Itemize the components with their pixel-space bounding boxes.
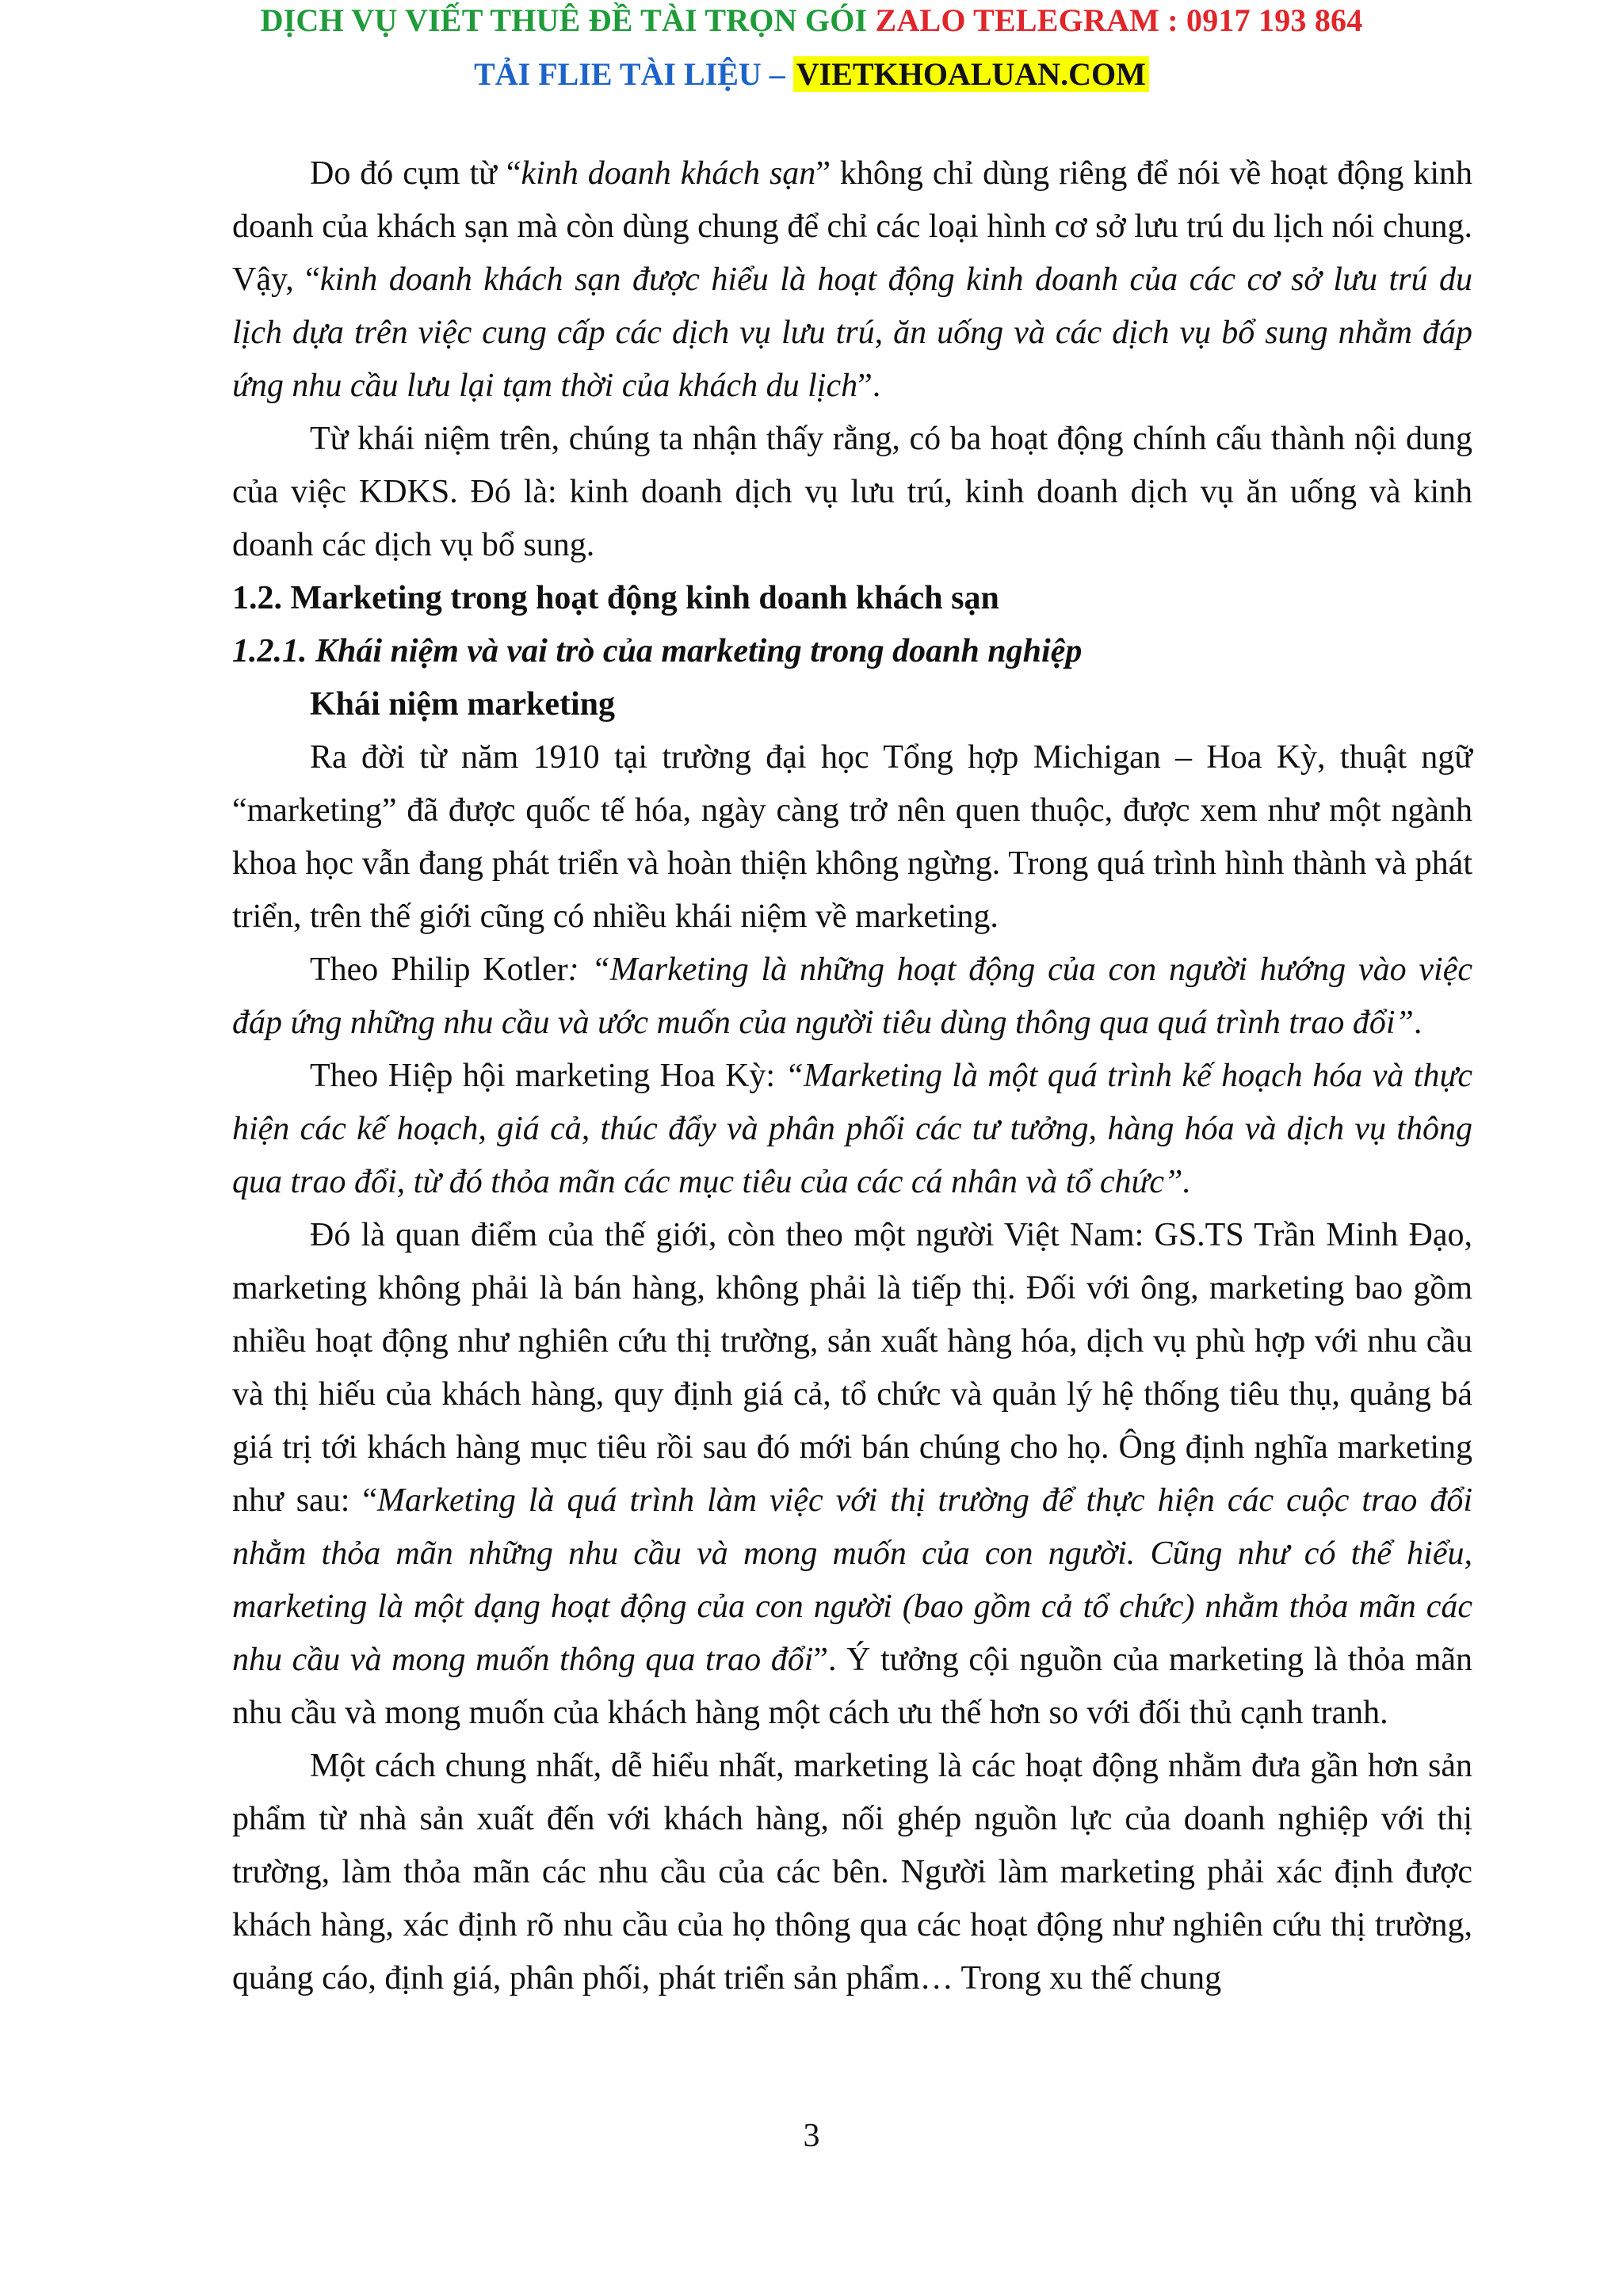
paragraph-kdks-activities: Từ khái niệm trên, chúng ta nhận thấy rằng, có ba hoạt động chính cấu thành nội dung của việc KDKS. Đó là: kinh doanh dịch vụ lưu trú, kinh doanh dịch vụ ăn uống và kinh doanh các dịch vụ bổ sung. (232, 421, 1472, 563)
document-body (232, 147, 1472, 2005)
text-run: ” không chỉ dùng riêng để nói về hoạt động kinh doanh của khách sạn mà còn dùng chung để chỉ các loại hình cơ sở lưu trú du lịch nói chung. Vậy, “ (232, 155, 1472, 298)
paragraph-ama-definition (232, 1050, 1472, 1209)
text-run: Theo Hiệp hội marketing Hoa Kỳ: (310, 1058, 785, 1094)
italic-term: kinh doanh khách sạn (521, 155, 816, 192)
header-website-link[interactable]: VIETKHOALUAN.COM (793, 56, 1149, 92)
text-run: ”. (857, 368, 881, 404)
text-run: . (1413, 1005, 1423, 1041)
paragraph-marketing-origin: Ra đời từ năm 1910 tại trường đại học Tổng hợp Michigan – Hoa Kỳ, thuật ngữ “marketing” đã được quốc tế hóa, ngày càng trở nên quen thuộc, được xem như một ngành khoa học vẫn đang phát triển và hoàn thiện không ngừng. Trong quá trình hình thành và phát triển, trên thế giới cũng có nhiều khái niệm về marketing. (232, 739, 1472, 935)
text-run: ”. Ý tưởng cội nguồn của marketing là thỏa mãn nhu cầu và mong muốn của khách hàng một cách ưu thế hơn so với đối thủ cạnh tranh. (232, 1642, 1472, 1731)
paragraph-hotel-business-definition (232, 147, 1472, 413)
page-number: 3 (803, 2118, 820, 2154)
header-line-service (0, 0, 1623, 41)
section-heading-1-2: 1.2. Marketing trong hoạt động kinh doanh khách sạn (232, 580, 999, 616)
italic-quote: Marketing là quá trình làm việc với thị trường để thực hiện các cuộc trao đổi nhằm thỏa mãn những nhu cầu và mong muốn của con người. Cũng như có thể hiểu, marketing là một dạng hoạt động của con người (bao gồm cả tổ chức) nhằm thỏa mãn các nhu cầu và mong muốn thông qua trao đổi (232, 1482, 1472, 1678)
paragraph-kotler-definition (232, 944, 1472, 1050)
header-line-download (0, 54, 1623, 95)
text-run: Đó là quan điểm của thế giới, còn theo một người Việt Nam: GS.TS Trần Minh Đạo, marketing không phải là bán hàng, không phải là tiếp thị. Đối với ông, marketing bao gồm nhiều hoạt động như nghiên cứu thị trường, sản xuất hàng hóa, dịch vụ phù hợp với nhu cầu và thị hiếu của khách hàng, quy định giá cả, tổ chức và quản lý hệ thống tiêu thụ, quảng bá giá trị tới khách hàng mục tiêu rồi sau đó mới bán chúng cho họ. Ông định nghĩa marketing như sau: “ (232, 1217, 1472, 1519)
paragraph-tran-minh-dao-definition (232, 1209, 1472, 1740)
subheading-marketing-concept: Khái niệm marketing (310, 686, 615, 723)
italic-definition: kinh doanh khách sạn được hiểu là hoạt động kinh doanh của các cơ sở lưu trú du lịch dựa trên việc cung cấp các dịch vụ lưu trú, ăn uống và các dịch vụ bổ sung nhằm đáp ứng nhu cầu lưu lại tạm thời của khách du lịch (232, 261, 1472, 404)
paragraph-general-marketing: Một cách chung nhất, dễ hiểu nhất, marketing là các hoạt động nhằm đưa gần hơn sản phẩm từ nhà sản xuất đến với khách hàng, nối ghép nguồn lực của doanh nghiệp với thị trường, làm thỏa mãn các nhu cầu của các bên. Người làm marketing phải xác định được khách hàng, xác định rõ nhu cầu của họ thông qua các hoạt động như nghiên cứu thị trường, quảng cáo, định giá, phân phối, phát triển sản phẩm… Trong xu thế chung (232, 1748, 1472, 1997)
header-contact-text: ZALO TELEGRAM : 0917 193 864 (875, 2, 1363, 38)
section-heading-1-2-1: 1.2.1. Khái niệm và vai trò của marketing trong doanh nghiệp (232, 633, 1083, 669)
text-run: Do đó cụm từ “ (310, 155, 521, 192)
text-run: Theo Philip Kotler (310, 952, 568, 988)
header-download-text: TẢI FLIE TÀI LIỆU – (474, 56, 793, 92)
italic-quote: : “Marketing là những hoạt động của con người hướng vào việc đáp ứng những nhu cầu và ước muốn của người tiêu dùng thông qua quá trình trao đổi” (232, 952, 1473, 1041)
italic-quote: “Marketing là một quá trình kế hoạch hóa và thực hiện các kế hoạch, giá cả, thúc đẩy và phân phối các tư tưởng, hàng hóa và dịch vụ thông qua trao đổi, từ đó thỏa mãn các mục tiêu của các cá nhân và tổ chức”. (232, 1058, 1473, 1200)
header-service-text: DỊCH VỤ VIẾT THUÊ ĐỀ TÀI TRỌN GÓI (260, 2, 876, 38)
